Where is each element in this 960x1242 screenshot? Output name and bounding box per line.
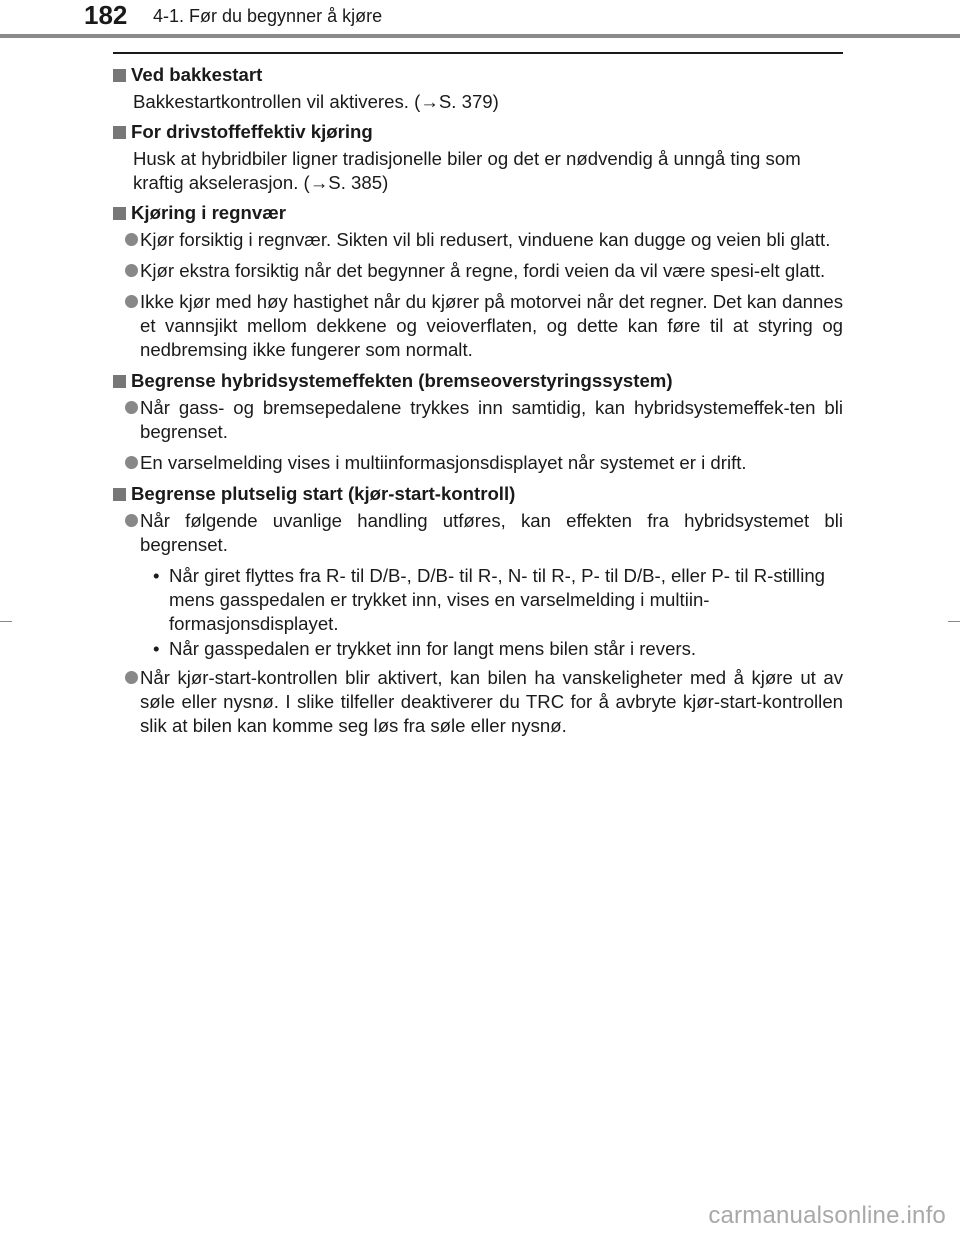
sub-list-item-text: Når giret flyttes fra R- til D/B-, D/B- til R-, N- til R-, P- til D/B-, eller P- til R-stilling mens gasspedalen er trykket inn, vises en varselmelding i multiin-formasjonsdisplayet. (169, 565, 826, 634)
header-title: 4-1. Før du begynner å kjøre (153, 6, 383, 26)
circle-bullet-icon (125, 295, 138, 308)
section-heading (113, 482, 843, 506)
circle-bullet-icon (125, 671, 138, 684)
circle-bullet-icon (125, 233, 138, 246)
list-item (113, 290, 843, 362)
section-heading-text: For drivstoffeffektiv kjøring (131, 121, 373, 142)
section-heading (113, 63, 843, 87)
page-number: 182 (84, 0, 128, 30)
section-hybrid-limit (113, 369, 843, 475)
square-bullet-icon (113, 126, 126, 139)
list-item-text: Ikke kjør med høy hastighet når du kjører på motorvei når det regner. Det kan dannes et vannsjikt mellom dekkene og veioverflaten, og dette kan føre til at styring og nedbremsing ikke fungerer som normalt. (140, 291, 843, 360)
crop-mark-left (0, 621, 12, 622)
circle-bullet-icon (125, 456, 138, 469)
section-heading (113, 369, 843, 393)
list-item (113, 259, 843, 283)
section-hill-start (113, 63, 843, 114)
sub-list-item (113, 637, 843, 661)
list-item (113, 396, 843, 444)
section-heading (113, 201, 843, 225)
main-content (113, 63, 843, 745)
sub-list-item (113, 564, 843, 636)
list-item (113, 228, 843, 252)
square-bullet-icon (113, 207, 126, 220)
square-bullet-icon (113, 69, 126, 82)
circle-bullet-icon (125, 514, 138, 527)
section-drive-start-control (113, 482, 843, 738)
crop-mark-right (948, 621, 960, 622)
header-rule (0, 34, 960, 38)
section-rain (113, 201, 843, 362)
square-bullet-icon (113, 375, 126, 388)
list-item (113, 509, 843, 557)
section-text: Bakkestartkontrollen vil aktiveres. (→S. 379) (133, 91, 499, 112)
circle-bullet-icon (125, 264, 138, 277)
section-heading-text: Ved bakkestart (131, 64, 263, 85)
section-fuel-efficiency (113, 120, 843, 195)
list-item-text: Kjør forsiktig i regnvær. Sikten vil bli redusert, vinduene kan dugge og veien bli glatt. (140, 229, 831, 250)
section-heading-text: Kjøring i regnvær (131, 202, 286, 223)
dot-bullet-icon: • (153, 565, 160, 586)
list-item-text: Når kjør-start-kontrollen blir aktivert, kan bilen ha vanskeligheter med å kjøre ut av søle eller nysnø. I slike tilfeller deaktiverer du TRC for å avbryte kjør-start-kontrollen slik at bilen kan komme seg løs fra søle eller nysnø. (140, 667, 843, 736)
section-heading-text: Begrense plutselig start (kjør-start-kontroll) (131, 483, 516, 504)
watermark: carmanualsonline.info (708, 1202, 946, 1229)
square-bullet-icon (113, 488, 126, 501)
dot-bullet-icon: • (153, 638, 160, 659)
list-item (113, 451, 843, 475)
section-heading (113, 120, 843, 144)
list-item-text: En varselmelding vises i multiinformasjonsdisplayet når systemet er i drift. (140, 452, 747, 473)
list-item-text: Kjør ekstra forsiktig når det begynner å regne, fordi veien da vil være spesi-elt glatt. (140, 260, 826, 281)
list-item (113, 666, 843, 738)
list-item-text: Når gass- og bremsepedalene trykkes inn samtidig, kan hybridsystemeffek-ten bli begrenset. (140, 397, 843, 442)
section-text: Husk at hybridbiler ligner tradisjonelle biler og det er nødvendig å unngå ting som kraftig akselerasjon. (→S. 385) (133, 148, 801, 193)
section-rule (113, 52, 843, 54)
list-item-text: Når følgende uvanlige handling utføres, kan effekten fra hybridsystemet bli begrenset. (140, 510, 843, 555)
sub-list-item-text: Når gasspedalen er trykket inn for langt mens bilen står i revers. (169, 638, 697, 659)
section-heading-text: Begrense hybridsystemeffekten (bremseoverstyringssystem) (131, 370, 673, 391)
circle-bullet-icon (125, 401, 138, 414)
